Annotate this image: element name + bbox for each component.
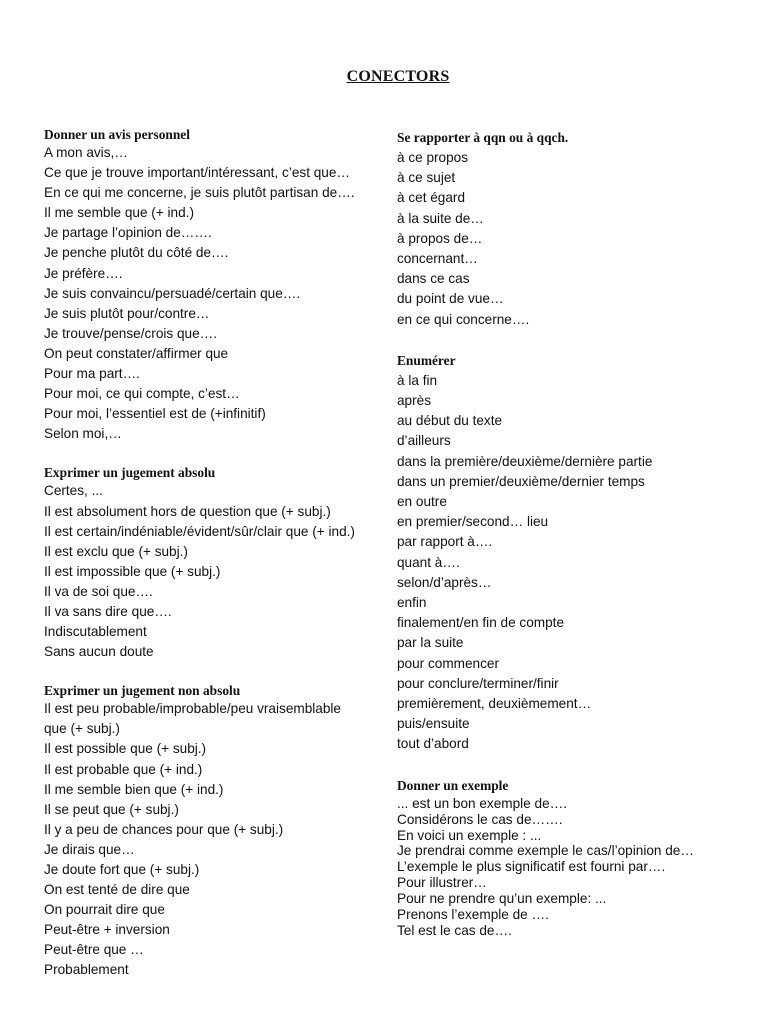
list-item: L’exemple le plus significatif est fourni par…. (397, 859, 666, 875)
section-heading: Donner un exemple (397, 777, 509, 793)
list-item: en premier/second… lieu (397, 514, 549, 530)
list-item: Pour ne prendre qu’un exemple: ... (397, 891, 607, 907)
list-item: Il est possible que (+ subj.) (44, 741, 207, 757)
section-spacer (44, 444, 384, 464)
connector-list (397, 148, 737, 330)
list-item: dans un premier/deuxième/dernier temps (397, 473, 645, 489)
list-item: Pour moi, ce qui compte, c’est… (44, 386, 240, 402)
section-exprimer-un-jugement-non-absolu (44, 682, 384, 980)
list-item: par rapport à…. (397, 534, 493, 550)
list-item: du point de vue… (397, 291, 504, 307)
list-item: dans ce cas (397, 271, 470, 287)
list-item: Il va sans dire que…. (44, 603, 172, 619)
page-title: CONECTORS (346, 68, 450, 85)
list-item: à cet égard (397, 190, 466, 206)
list-item: Sans aucun doute (44, 644, 154, 660)
connector-list (44, 481, 384, 662)
list-item: quant à…. (397, 554, 460, 570)
list-item: dans la première/deuxième/dernière partie (397, 453, 653, 469)
list-item: selon/d’après… (397, 574, 492, 590)
list-item: concernant… (397, 251, 478, 267)
list-item: Je prendrai comme exemple le cas/l’opinion de… (397, 843, 694, 859)
section-spacer (397, 755, 737, 776)
right-column (397, 128, 737, 939)
list-item: Il se peut que (+ subj.) (44, 801, 179, 817)
list-item: au début du texte (397, 413, 503, 429)
list-item: On pourrait dire que (44, 902, 165, 918)
list-item: à ce sujet (397, 170, 456, 186)
list-item: On est tenté de dire que (44, 882, 190, 898)
left-column (44, 126, 384, 981)
list-item: Ce que je trouve important/intéressant, c’est que… (44, 165, 351, 181)
list-item: à ce propos (397, 150, 469, 165)
list-item: Il est exclu que (+ subj.) (44, 543, 188, 559)
list-item: d’ailleurs (397, 433, 451, 449)
list-item: Certes, ... (44, 483, 103, 499)
section-heading: Enumérer (397, 352, 456, 368)
connector-list (397, 371, 737, 755)
section-se-rapporter-a-qqn-ou-a-qqch (397, 128, 737, 330)
list-item: après (397, 393, 432, 409)
list-item: Pour illustrer… (397, 875, 487, 891)
section-heading: Exprimer un jugement absolu (44, 465, 216, 481)
list-item: En ce qui me concerne, je suis plutôt partisan de…. (44, 185, 355, 201)
list-item: à propos de… (397, 230, 483, 246)
list-item: Il est absolument hors de question que (+ subj.) (44, 503, 331, 519)
list-item: Peut-être que … (44, 942, 144, 958)
list-item: A mon avis,… (44, 145, 128, 160)
list-item: en ce qui concerne…. (397, 311, 530, 327)
list-item: Je trouve/pense/crois que…. (44, 325, 218, 341)
list-item: que (+ subj.) (44, 721, 120, 737)
list-item: Je partage l’opinion de……. (44, 225, 212, 241)
section-donner-un-avis-personnel (44, 126, 384, 444)
section-enumerer (397, 351, 737, 755)
list-item: puis/ensuite (397, 716, 470, 732)
list-item: Pour moi, l’essentiel est de (+infinitif) (44, 406, 266, 422)
list-item: Je dirais que… (44, 841, 135, 857)
connector-list (44, 699, 384, 980)
list-item: Je préfère…. (44, 265, 123, 281)
list-item: Tel est le cas de…. (397, 922, 512, 938)
section-exprimer-un-jugement-absolu (44, 464, 384, 662)
list-item: enfin (397, 595, 427, 611)
list-item: pour conclure/terminer/finir (397, 675, 559, 691)
list-item: Je suis plutôt pour/contre… (44, 305, 210, 321)
list-item: finalement/en fin de compte (397, 615, 565, 631)
list-item: Je penche plutôt du côté de…. (44, 245, 229, 261)
list-item: Pour ma part…. (44, 366, 140, 382)
list-item: par la suite (397, 635, 464, 651)
list-item: Peut-être + inversion (44, 922, 170, 938)
list-item: Prenons l’exemple de …. (397, 907, 549, 923)
list-item: à la suite de… (397, 210, 484, 226)
section-donner-un-exemple (397, 776, 737, 939)
list-item: Probablement (44, 962, 129, 978)
list-item: en outre (397, 494, 447, 510)
list-item: Il est peu probable/improbable/peu vraisemblable (44, 701, 341, 717)
list-item: Il va de soi que…. (44, 583, 153, 599)
section-spacer (397, 330, 737, 351)
section-spacer (44, 662, 384, 682)
list-item: premièrement, deuxièmement… (397, 696, 592, 712)
list-item: Je suis convaincu/persuadé/certain que…. (44, 285, 301, 301)
list-item: à la fin (397, 372, 438, 388)
list-item: tout d’abord (397, 736, 469, 752)
section-heading: Exprimer un jugement non absolu (44, 683, 241, 699)
list-item: Il me semble bien que (+ ind.) (44, 781, 224, 797)
list-item: Indiscutablement (44, 624, 147, 640)
list-item: pour commencer (397, 655, 499, 671)
list-item: Considérons le cas de……. (397, 811, 563, 827)
connector-list (397, 796, 737, 939)
connector-list (44, 143, 384, 444)
list-item: Selon moi,… (44, 426, 122, 442)
list-item: Je doute fort que (+ subj.) (44, 862, 200, 877)
list-item: ... est un bon exemple de…. (397, 795, 568, 811)
list-item: Il me semble que (+ ind.) (44, 205, 194, 221)
section-heading: Se rapporter à qqn ou à qqch. (397, 130, 569, 145)
section-heading: Donner un avis personnel (44, 127, 190, 142)
list-item: On peut constater/affirmer que (44, 345, 229, 361)
list-item: Il est certain/indéniable/évident/sûr/clair que (+ ind.) (44, 523, 355, 539)
list-item: Il y a peu de chances pour que (+ subj.) (44, 821, 284, 837)
list-item: Il est probable que (+ ind.) (44, 761, 203, 777)
list-item: En voici un exemple : ... (397, 827, 542, 843)
list-item: Il est impossible que (+ subj.) (44, 563, 221, 579)
